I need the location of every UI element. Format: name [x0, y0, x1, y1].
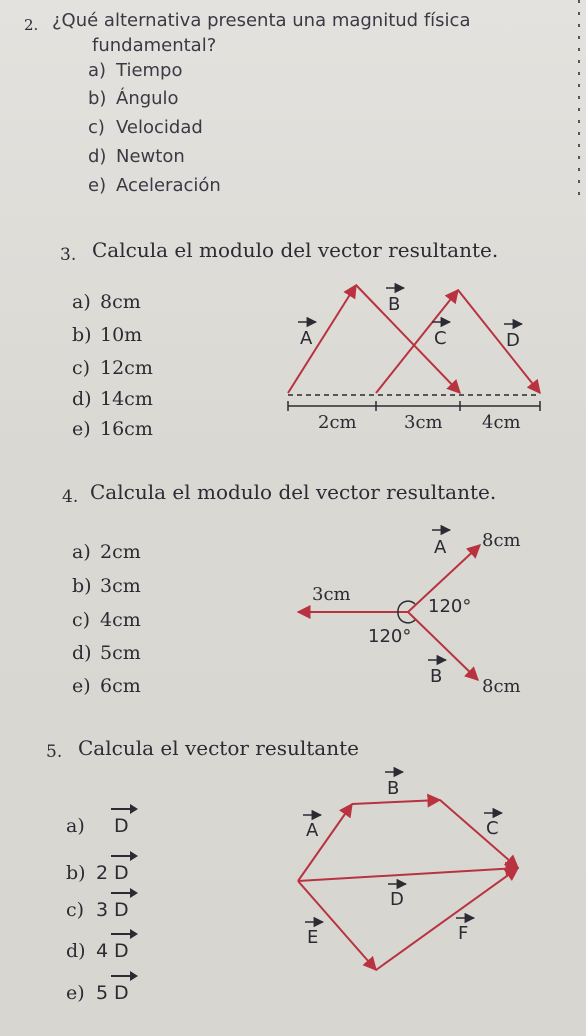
q3-segment-3: 4cm [482, 412, 521, 433]
q3-segment-1: 2cm [318, 412, 357, 433]
q2-text-line2: fundamental? [92, 35, 217, 56]
q5-label-c: C [486, 818, 499, 839]
q4-angle-2: 120° [368, 626, 412, 647]
option-text: 8cm [100, 291, 141, 313]
option-letter: d) [66, 940, 86, 962]
option-text: 2cm [100, 541, 141, 563]
option-letter: a) [72, 291, 91, 313]
option-text: 16cm [100, 418, 153, 440]
q3-label-a: A [300, 328, 313, 349]
q5-option-c[interactable] [66, 899, 129, 921]
option-letter: b) [88, 88, 107, 109]
q5-label-b: B [387, 778, 400, 799]
vector-d-symbol: D [114, 982, 129, 1004]
q4-angle-1: 120° [428, 596, 472, 617]
q5-vector-diagram [298, 800, 518, 970]
option-letter: a) [88, 60, 107, 81]
q3-label-d: D [506, 330, 520, 351]
q3-label-b: B [388, 294, 401, 315]
q4-text: Calcula el modulo del vector resultante. [90, 480, 497, 504]
option-coefficient: 3 [96, 899, 109, 921]
option-letter: e) [88, 175, 107, 196]
q5-vector-b-arrow [352, 800, 440, 804]
option-text: Velocidad [116, 117, 203, 138]
option-text: Newton [116, 146, 185, 167]
option-coefficient: 2 [96, 862, 109, 884]
option-letter: c) [66, 899, 85, 921]
q3-text: Calcula el modulo del vector resultante. [92, 238, 499, 262]
option-text: 4cm [100, 609, 141, 631]
option-letter: c) [88, 117, 105, 138]
q2-number: 2. [24, 16, 39, 34]
vector-d-symbol: D [114, 815, 129, 837]
option-text: Ángulo [116, 88, 179, 109]
q5-label-d: D [390, 889, 404, 910]
option-letter: d) [72, 388, 92, 410]
option-coefficient: 4 [96, 940, 109, 962]
q4-option-e[interactable] [72, 675, 141, 697]
option-letter: a) [66, 815, 85, 837]
q4-option-d[interactable] [72, 642, 141, 664]
q5-option-d[interactable] [66, 940, 129, 962]
q5-vector-e-arrow [298, 881, 376, 970]
q3-segment-2: 3cm [404, 412, 443, 433]
option-text: 3cm [100, 575, 141, 597]
q3-label-c: C [434, 328, 447, 349]
q5-label-e: E [307, 927, 319, 948]
q5-text: Calcula el vector resultante [78, 736, 359, 760]
option-text: Tiempo [116, 60, 183, 81]
q5-label-f: F [458, 923, 469, 944]
option-letter: b) [72, 324, 92, 346]
q3-vector-d-arrow [458, 290, 540, 393]
option-coefficient: 5 [96, 982, 109, 1004]
q5-vector-d-arrow [298, 868, 518, 881]
q5-option-b[interactable] [66, 862, 129, 884]
q5-vector-c-arrow [440, 800, 518, 868]
q4-label-a: A [434, 537, 447, 558]
q3-vector-a-arrow [288, 285, 356, 393]
option-text: 5cm [100, 642, 141, 664]
option-text: 6cm [100, 675, 141, 697]
option-letter: e) [72, 675, 91, 697]
option-text: 12cm [100, 357, 153, 379]
q5-label-a: A [306, 820, 319, 841]
q5-option-a[interactable] [66, 815, 129, 837]
q4-option-b[interactable] [72, 575, 141, 597]
q4-label-b-magnitude: 8cm [482, 676, 521, 697]
option-text: 10m [100, 324, 143, 346]
q5-option-e[interactable] [66, 982, 129, 1004]
q4-number: 4. [62, 487, 79, 507]
option-letter: b) [66, 862, 86, 884]
q4-option-c[interactable] [72, 609, 141, 631]
q5-number: 5. [46, 742, 63, 762]
q4-label-a-magnitude: 8cm [482, 530, 521, 551]
option-letter: d) [72, 642, 92, 664]
option-letter: c) [72, 609, 91, 631]
q4-option-a[interactable] [72, 541, 141, 563]
option-letter: c) [72, 357, 91, 379]
option-letter: e) [66, 982, 85, 1004]
option-text: Aceleración [116, 175, 221, 196]
q3-number: 3. [60, 245, 77, 265]
q4-label-left-magnitude: 3cm [312, 584, 351, 605]
vector-d-symbol: D [114, 940, 129, 962]
q2-text-line1: ¿Qué alternativa presenta una magnitud física [52, 10, 471, 31]
q4-vector-b-arrow [408, 612, 478, 680]
option-letter: d) [88, 146, 107, 167]
q3-vector-diagram [288, 285, 540, 411]
vector-d-symbol: D [114, 862, 129, 884]
vector-d-symbol: D [114, 899, 129, 921]
q4-label-b: B [430, 666, 443, 687]
option-letter: a) [72, 541, 91, 563]
option-letter: e) [72, 418, 91, 440]
option-text: 14cm [100, 388, 153, 410]
option-letter: b) [72, 575, 92, 597]
